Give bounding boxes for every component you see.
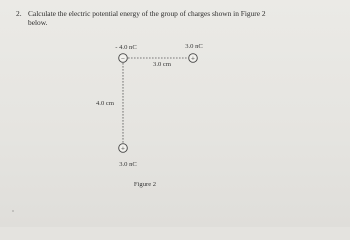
charge-positive-bottom [119, 144, 128, 153]
charge-negative-top-left [119, 54, 128, 63]
charge-positive-top-right [189, 54, 198, 63]
charge-sign-positive-top: + [191, 54, 195, 63]
label-distance-horizontal: 3.0 cm [153, 61, 171, 68]
figure-caption: Figure 2 [133, 181, 157, 188]
charge-sign-negative: − [121, 54, 125, 63]
label-charge-bottom: 3.0 nC [119, 161, 137, 168]
page-speck [12, 210, 14, 212]
charge-sign-positive-bottom: + [121, 144, 125, 153]
question-number: 2. [16, 9, 22, 18]
question-text-line2: below. [28, 18, 48, 28]
label-charge-top-left: - 4.0 nC [115, 44, 137, 51]
label-distance-vertical: 4.0 cm [96, 100, 114, 107]
label-charge-top-right: 3.0 nC [185, 43, 203, 50]
question-text-line1: Calculate the electric potential energy of the group of charges shown in Figure 2 [28, 9, 266, 18]
